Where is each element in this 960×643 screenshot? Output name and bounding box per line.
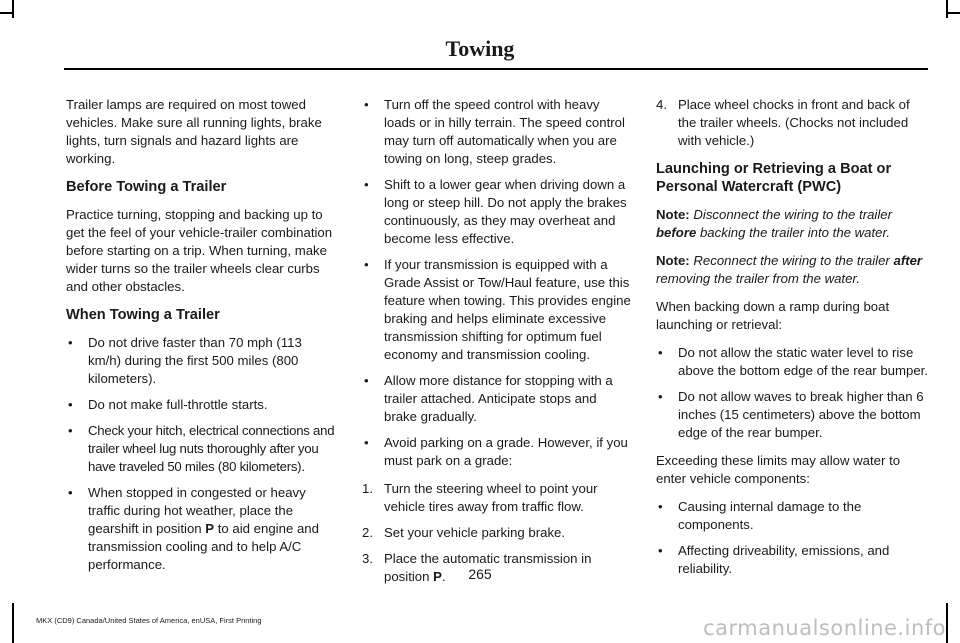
list-item: • Check your hitch, electrical connections and trailer wheel lug nuts thoroughly after you have traveled 50 miles (80 kilometers). [66, 422, 338, 476]
step-text: Set your vehicle parking brake. [384, 525, 566, 540]
list-item: • Shift to a lower gear when driving down a long or steep hill. Do not apply the brakes continuously, as they may overheat and become less effective. [362, 176, 632, 248]
list-item: • Causing internal damage to the components. [656, 498, 928, 534]
list-item: • Allow more distance for stopping with a trailer attached. Anticipate stops and brake gradually. [362, 372, 632, 426]
step-text: Place the automatic transmission in position [384, 551, 592, 584]
list-item: • If your transmission is equipped with a Grade Assist or Tow/Haul feature, use this feature when towing. This provides engine braking and helps eliminate excessive transmission shifting for optimum fuel economy and transmission cooling. [362, 256, 632, 364]
towing-tips-list [362, 96, 632, 470]
note-text: Disconnect the wiring to the trailer [689, 207, 893, 222]
note-reconnect [656, 252, 928, 288]
step-text: . [441, 569, 446, 584]
note-text: Reconnect the wiring to the trailer [689, 253, 894, 268]
backing-paragraph: When backing down a ramp during boat launching or retrieval: [656, 299, 890, 332]
list-item: • Do not drive faster than 70 mph (113 km/h) during the first 500 miles (800 kilometers). [66, 334, 338, 388]
exceed-paragraph: Exceeding these limits may allow water to enter vehicle components: [656, 453, 901, 486]
note-emphasis: after [893, 253, 923, 268]
crop-mark-top-right-v [946, 0, 948, 18]
page-title: Towing [445, 36, 515, 61]
step-number: 2. [362, 525, 373, 540]
crop-mark-bottom-left-v [12, 603, 14, 643]
page-number: 265 [468, 566, 492, 582]
heading-when-towing: When Towing a Trailer [66, 307, 220, 323]
watermark: carmanualsonline.info [703, 616, 946, 640]
heading-launching-boat: Launching or Retrieving a Boat or Personal Watercraft (PWC) [656, 161, 892, 195]
gear-p-label: P [205, 521, 215, 536]
step-number: 4. [656, 97, 667, 112]
list-item: • Turn off the speed control with heavy loads or in hilly terrain. The speed control may turn off automatically when you are towing on long, steep grades. [362, 96, 632, 168]
note-label: Note: [656, 253, 690, 268]
list-item [362, 524, 632, 542]
step-text: Place wheel chocks in front and back of the trailer wheels. (Chocks not included with vehicle.) [678, 97, 910, 148]
list-item: • Avoid parking on a grade. However, if you must park on a grade: [362, 434, 632, 470]
intro-paragraph: Trailer lamps are required on most towed vehicles. Make sure all running lights, brake lights, turn signals and hazard lights are working. [66, 97, 322, 166]
step-number: 3. [362, 551, 373, 566]
list-item [362, 480, 632, 516]
list-item [66, 484, 338, 574]
when-towing-list [66, 334, 338, 574]
before-towing-paragraph: Practice turning, stopping and backing up to get the feel of your vehicle-trailer combination before starting on a trip. When turning, make wider turns so the trailer wheels clear curbs and other obstacles. [66, 207, 333, 294]
heading-before-towing: Before Towing a Trailer [66, 179, 227, 195]
list-item: • Affecting driveability, emissions, and reliability. [656, 542, 928, 578]
note-disconnect [656, 206, 928, 242]
column-3 [656, 96, 928, 588]
list-item: • Do not allow waves to break higher than 6 inches (15 centimeters) above the bottom edge of the rear bumper. [656, 388, 928, 442]
list-item [656, 96, 928, 150]
column-2 [362, 96, 632, 596]
crop-mark-bottom-right-v [946, 603, 948, 643]
crop-mark-top-right-h [946, 12, 960, 14]
printing-info: MKX (CD9) Canada/United States of America, enUSA, First Printing [36, 616, 262, 625]
list-item-text: to aid engine and transmission cooling and to help A/C performance. [88, 521, 319, 572]
step-number: 1. [362, 481, 373, 496]
note-text: backing the trailer into the water. [696, 225, 891, 240]
note-label: Note: [656, 207, 690, 222]
crop-mark-top-left-v [12, 0, 14, 18]
column-1 [66, 96, 338, 584]
note-text: removing the trailer from the water. [656, 271, 860, 286]
parking-steps-continued [656, 96, 928, 150]
gear-p-label: P [433, 569, 442, 584]
list-item: • Do not make full-throttle starts. [66, 396, 338, 414]
water-level-list [656, 344, 928, 442]
crop-mark-top-left-h [0, 12, 14, 14]
list-item-text: When stopped in congested or heavy traffic during hot weather, place the gearshift in position [88, 485, 306, 536]
list-item: • Do not allow the static water level to rise above the bottom edge of the rear bumper. [656, 344, 928, 380]
header-rule [64, 68, 928, 70]
note-emphasis: before [656, 225, 697, 240]
step-text: Turn the steering wheel to point your vehicle tires away from traffic flow. [384, 481, 598, 514]
